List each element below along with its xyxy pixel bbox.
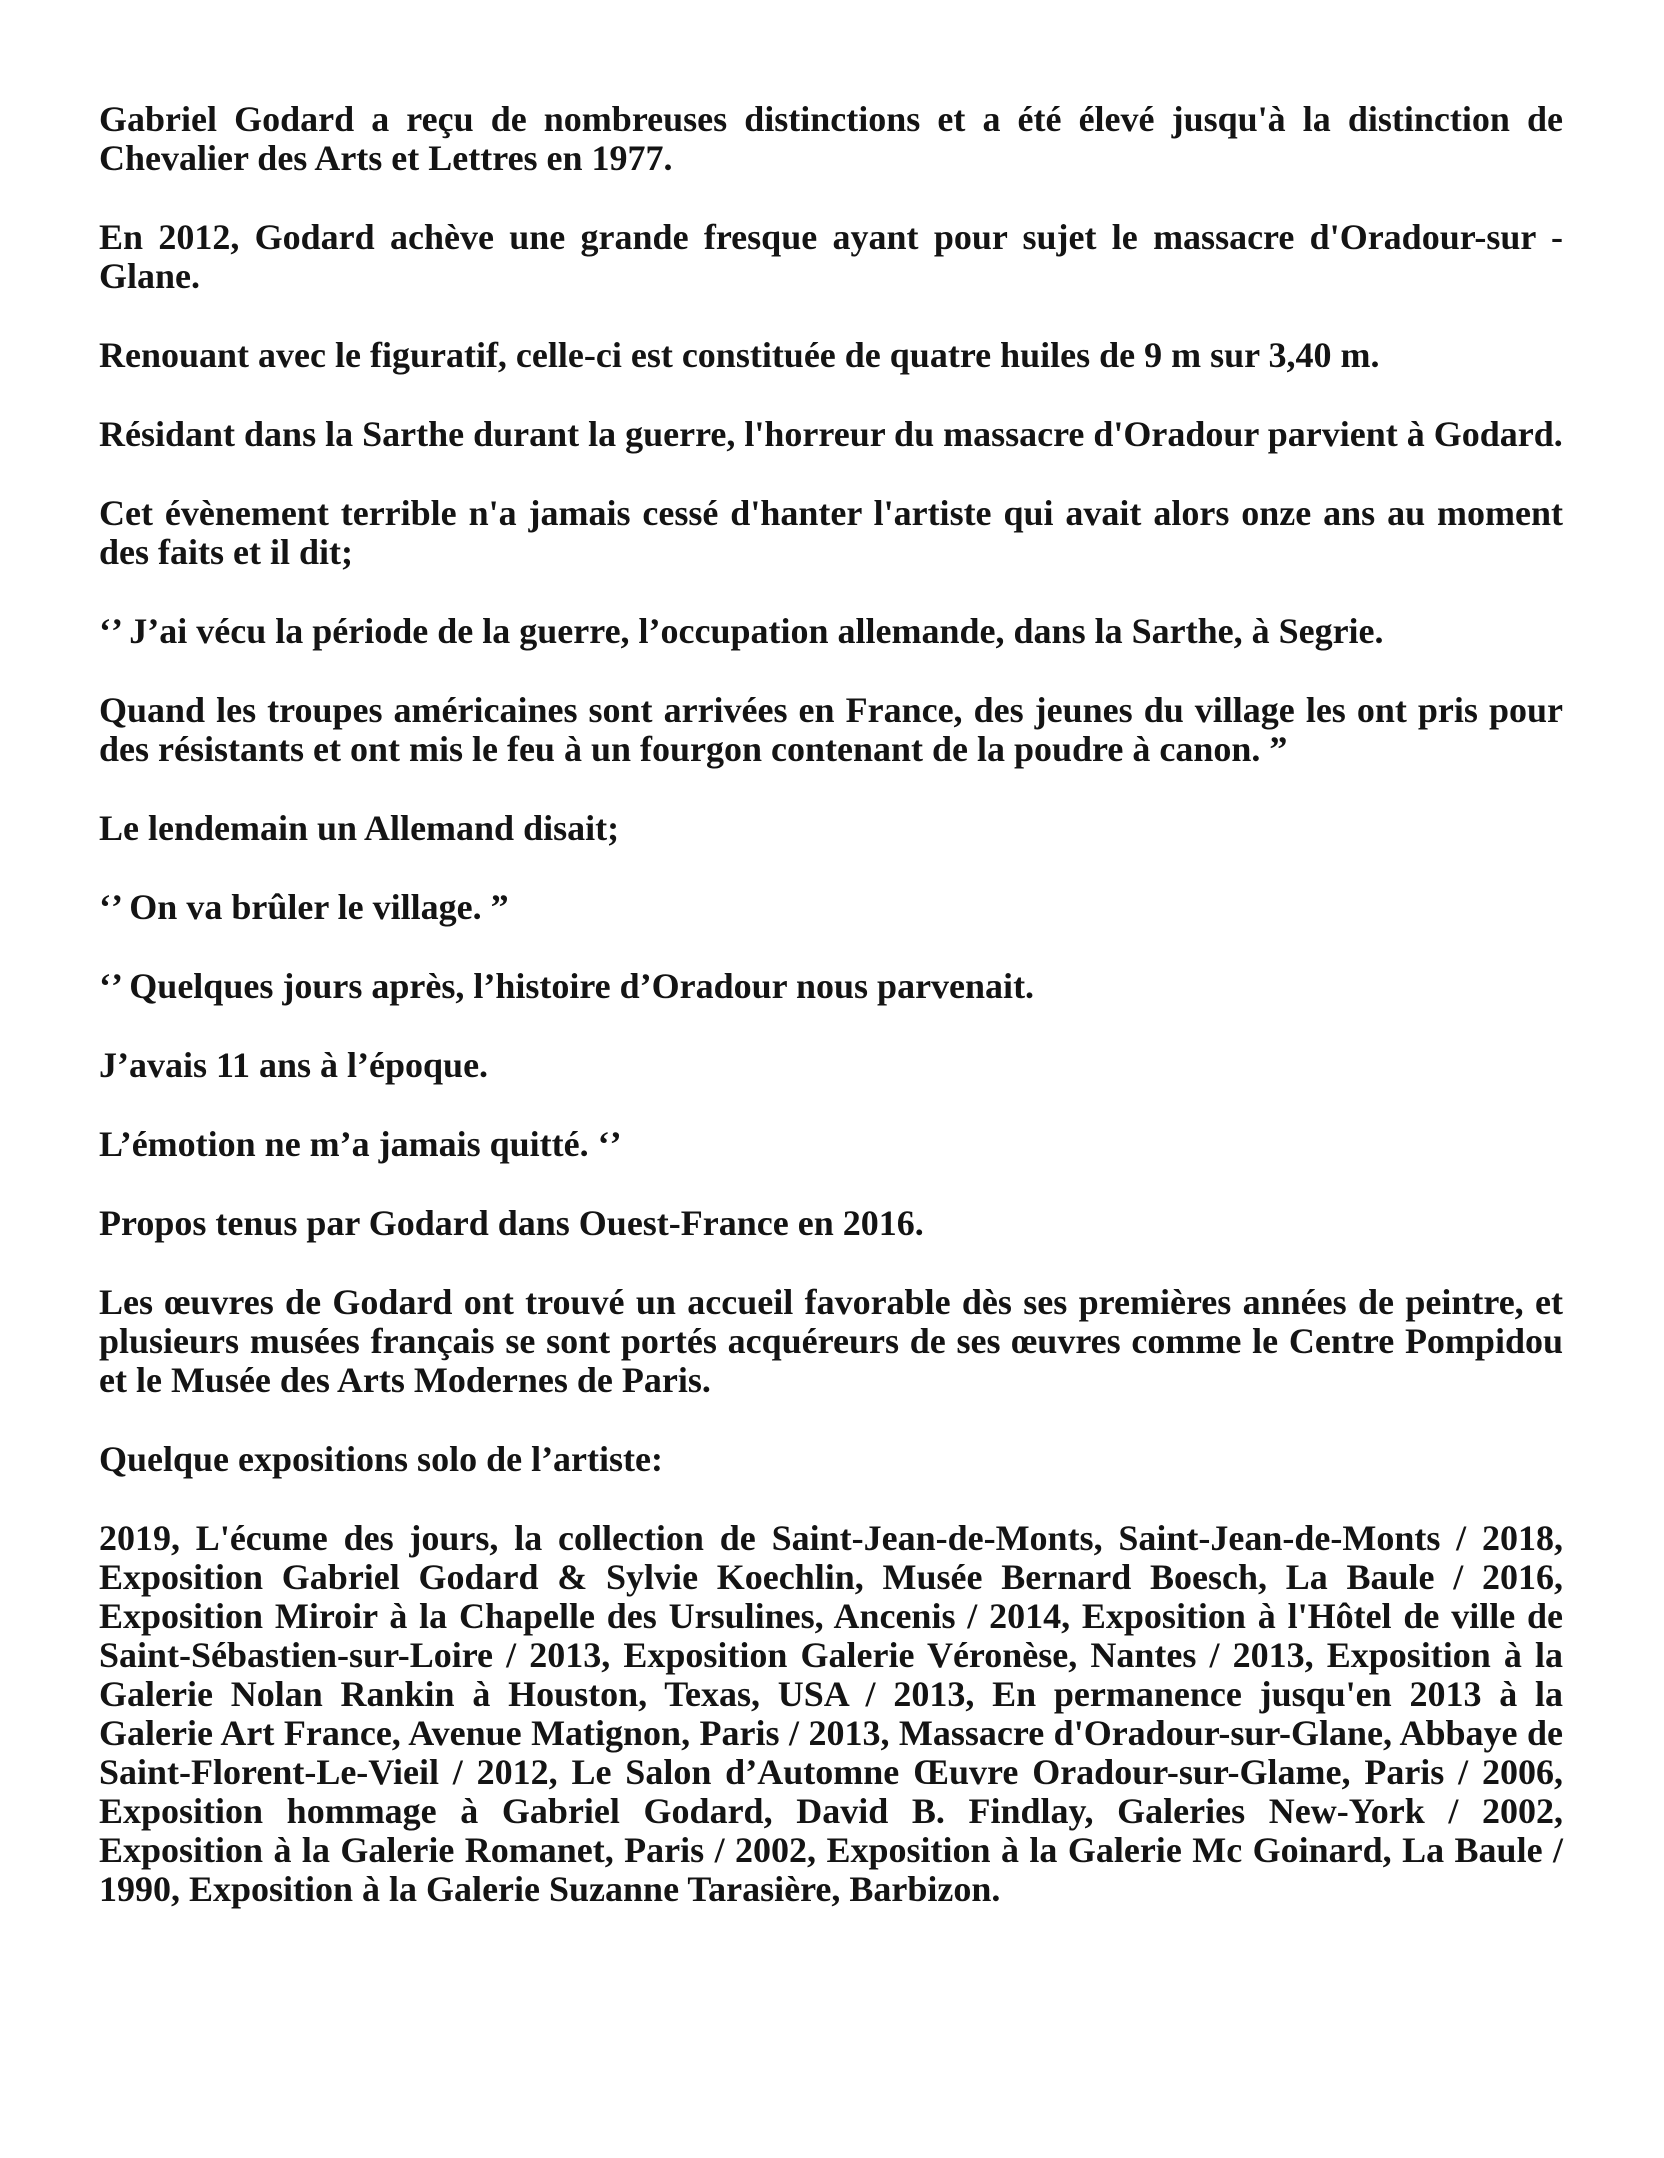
- paragraph-source: Propos tenus par Godard dans Ouest-France en 2016.: [99, 1203, 924, 1243]
- paragraph-expositions-list: 2019, L'écume des jours, la collection de Saint-Jean-de-Monts, Saint-Jean-de-Monts / 2018, Exposition Gabriel Godard & Sylvie Koechlin, Musée Bernard Boesch, La Baule / 2016, Exposition Miroir à la Chapelle des Ursulines, Ancenis / 2014, Exposition à l'Hôtel de ville de Saint-Sébastien-sur-Loire / 2013, Exposition Galerie Véronèse, Nantes / 2013, Exposition à la Galerie Nolan Rankin à Houston, Texas, USA / 2013, En permanence jusqu'en 2013 à la Galerie Art France, Avenue Matignon, Paris / 2013, Massacre d'Oradour-sur-Glane, Abbaye de Saint-Florent-Le-Vieil / 2012, Le Salon d’Automne Œuvre Oradour-sur-Glame, Paris / 2006, Exposition hommage à Gabriel Godard, David B. Findlay, Galeries New-York / 2002, Exposition à la Galerie Romanet, Paris / 2002, Exposition à la Galerie Mc Goinard, La Baule / 1990, Exposition à la Galerie Suzanne Tarasière, Barbizon.: [99, 1518, 1563, 1909]
- quote-periode-guerre: ‘’ J’ai vécu la période de la guerre, l’occupation allemande, dans la Sarthe, à Segrie.: [99, 611, 1384, 651]
- quote-bruler-village: ‘’ On va brûler le village. ”: [99, 887, 509, 927]
- document-page: [99, 100, 1563, 1949]
- paragraph-figuratif: Renouant avec le figuratif, celle-ci est constituée de quatre huiles de 9 m sur 3,40 m.: [99, 335, 1380, 375]
- quote-onze-ans: J’avais 11 ans à l’époque.: [99, 1045, 489, 1085]
- quote-troupes-americaines: Quand les troupes américaines sont arrivées en France, des jeunes du village les ont pris pour des résistants et ont mis le feu à un fourgon contenant de la poudre à canon. ”: [99, 690, 1563, 769]
- paragraph-oeuvres: Les œuvres de Godard ont trouvé un accueil favorable dès ses premières années de peintre, et plusieurs musées français se sont portés acquéreurs de ses œuvres comme le Centre Pompidou et le Musée des Arts Modernes de Paris.: [99, 1282, 1563, 1400]
- quote-emotion: L’émotion ne m’a jamais quitté. ‘’: [99, 1124, 622, 1164]
- quote-quelques-jours: ‘’ Quelques jours après, l’histoire d’Oradour nous parvenait.: [99, 966, 1035, 1006]
- heading-expositions: Quelque expositions solo de l’artiste:: [99, 1439, 663, 1479]
- paragraph-distinctions: Gabriel Godard a reçu de nombreuses distinctions et a été élevé jusqu'à la distinction de Chevalier des Arts et Lettres en 1977.: [99, 99, 1563, 178]
- paragraph-evenement: Cet évènement terrible n'a jamais cessé d'hanter l'artiste qui avait alors onze ans au moment des faits et il dit;: [99, 493, 1563, 572]
- paragraph-fresque: En 2012, Godard achève une grande fresque ayant pour sujet le massacre d'Oradour-sur -Glane.: [99, 217, 1563, 296]
- paragraph-lendemain: Le lendemain un Allemand disait;: [99, 808, 620, 848]
- paragraph-sarthe: Résidant dans la Sarthe durant la guerre, l'horreur du massacre d'Oradour parvient à Godard.: [99, 414, 1563, 454]
